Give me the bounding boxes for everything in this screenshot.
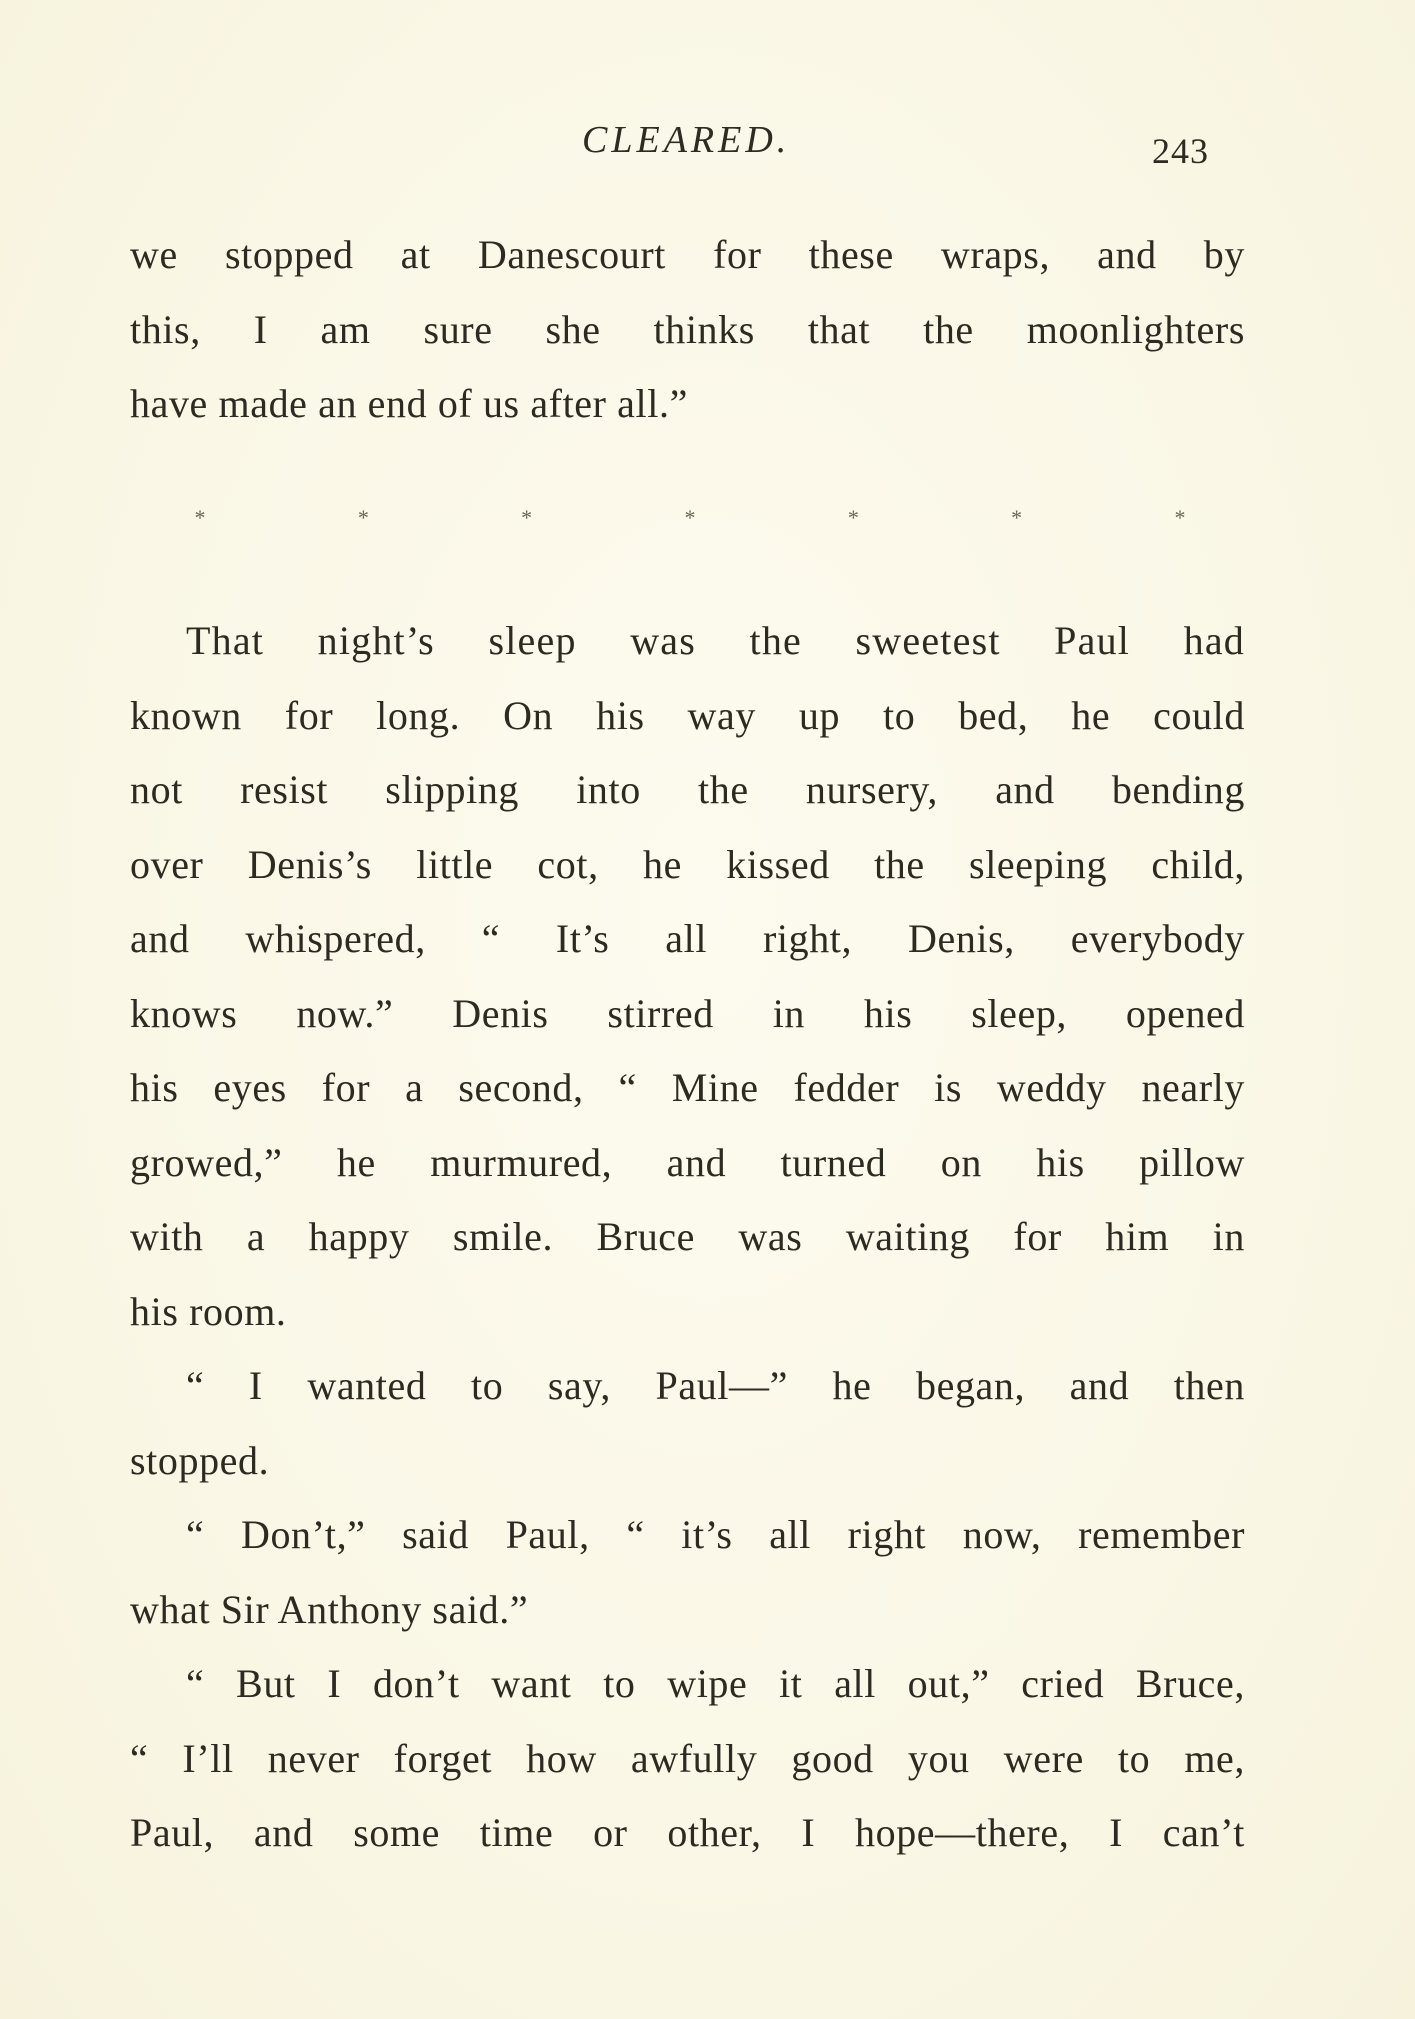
text-line: not resist slipping into the nursery, and bending <box>130 767 1245 812</box>
text-line: his room. <box>130 1288 287 1334</box>
paragraph <box>130 604 1245 1349</box>
text-line: known for long. On his way up to bed, he could <box>130 692 1245 738</box>
text-line: we stopped at Danescourt for these wraps, and by <box>130 232 1245 277</box>
text-line: “ I wanted to say, Paul—” he began, and then <box>186 1363 1245 1408</box>
asterism-star: * <box>847 505 859 530</box>
text-line: his eyes for a second, “ Mine fedder is weddy nearly <box>130 1065 1245 1110</box>
text-line: what Sir Anthony said.” <box>130 1586 529 1632</box>
text-line: over Denis’s little cot, he kissed the sleeping child, <box>130 841 1245 887</box>
text-line: growed,” he murmured, and turned on his pillow <box>130 1139 1245 1185</box>
text-line: have made an end of us after all.” <box>130 381 688 426</box>
text-line: “ But I don’t want to wipe it all out,” cried Bruce, <box>186 1661 1245 1706</box>
paragraph <box>130 1498 1245 1647</box>
asterism-star: * <box>684 505 696 530</box>
text-line: with a happy smile. Bruce was waiting for him in <box>130 1214 1245 1259</box>
asterism-star: * <box>1174 505 1186 530</box>
text-line: That night’s sleep was the sweetest Paul had <box>186 618 1245 663</box>
paragraph <box>130 1349 1245 1498</box>
text-line: Paul, and some time or other, I hope—there, I can’t <box>130 1810 1245 1855</box>
text-line: “ I’ll never forget how awfully good you were to me, <box>130 1735 1245 1781</box>
asterism-star: * <box>1011 505 1023 530</box>
page-number: 243 <box>1152 131 1209 171</box>
text-line: stopped. <box>130 1437 270 1483</box>
asterism-star: * <box>194 505 206 530</box>
text-line: this, I am sure she thinks that the moonlighters <box>130 306 1245 352</box>
text-line: and whispered, “ It’s all right, Denis, everybody <box>130 916 1245 961</box>
section-break <box>190 505 1190 545</box>
paragraph <box>130 1647 1245 1871</box>
body-text <box>130 604 1245 1871</box>
asterism-star: * <box>521 505 533 530</box>
paragraph-continued <box>130 218 1245 442</box>
running-head <box>0 118 1415 178</box>
running-title: CLEARED. <box>582 119 791 161</box>
text-line: “ Don’t,” said Paul, “ it’s all right now, remember <box>186 1512 1245 1557</box>
text-line: knows now.” Denis stirred in his sleep, opened <box>130 990 1245 1036</box>
asterism-star: * <box>357 505 369 530</box>
